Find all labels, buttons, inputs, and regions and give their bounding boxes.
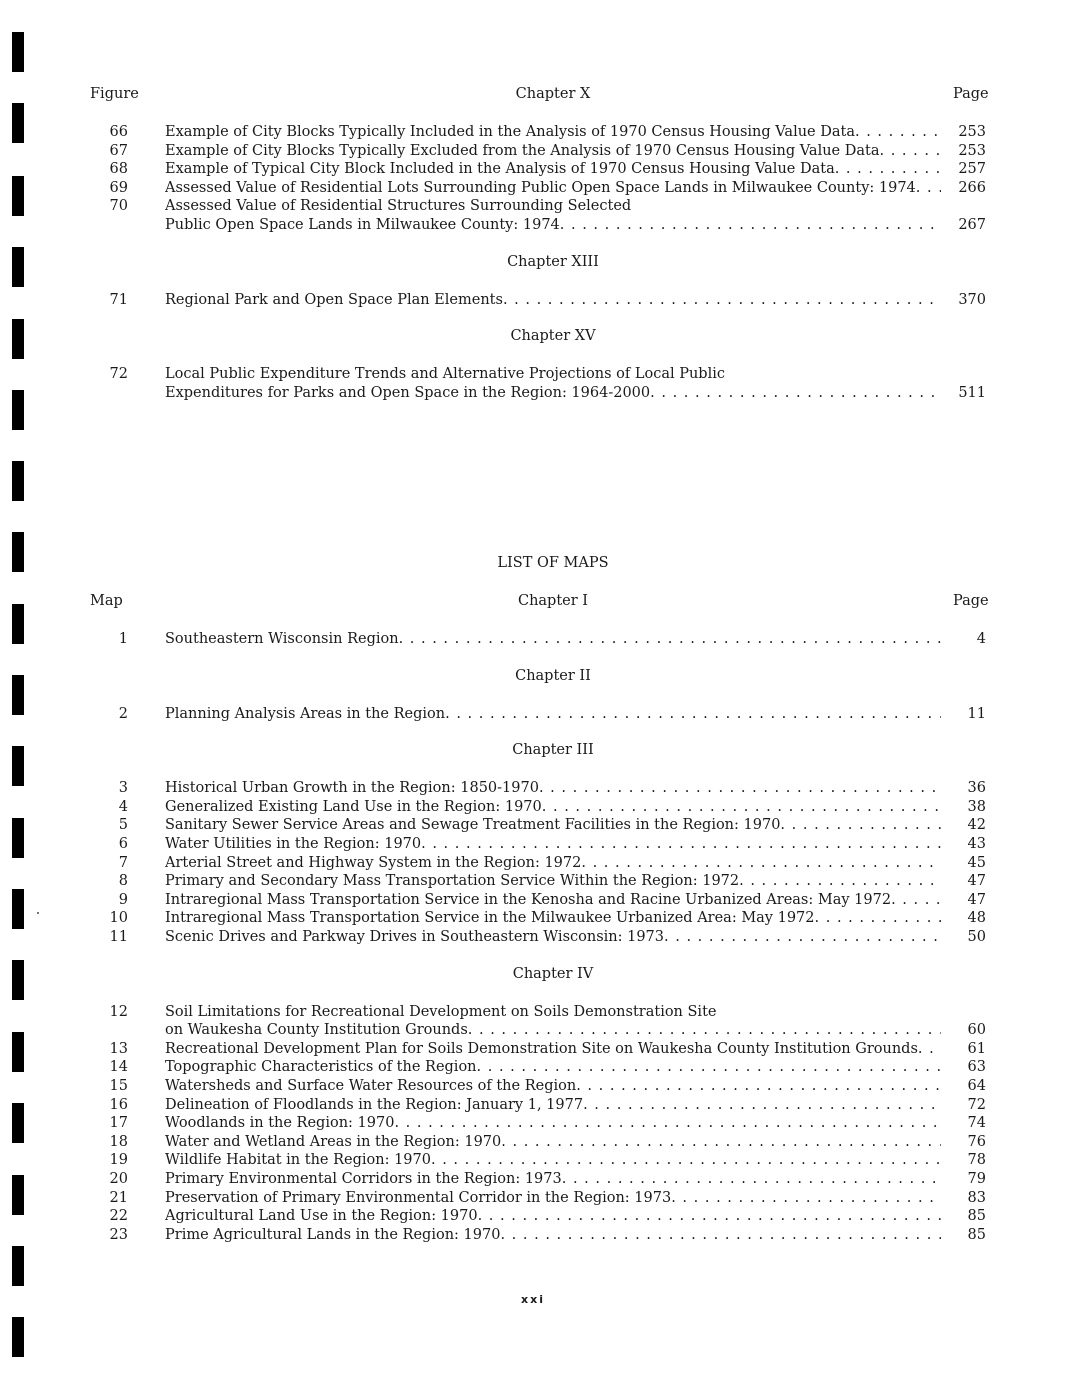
entry-title: [165, 1133, 941, 1151]
entry-title-text: Example of City Blocks Typically Included in the Analysis of 1970 Census Housing Value Data: [165, 124, 855, 140]
toc-entry-line: [88, 1021, 990, 1039]
entry-title: [165, 1189, 941, 1207]
entry-title: [165, 1021, 941, 1039]
toc-entry-line: [88, 365, 990, 383]
entry-title-text: Prime Agricultural Lands in the Region: 1970: [165, 1226, 501, 1243]
entry-number: 18: [109, 1133, 128, 1150]
binding-mark: [12, 532, 24, 572]
entry-title: [165, 197, 941, 215]
toc-entry-line: [88, 123, 990, 141]
entry-title-text: Generalized Existing Land Use in the Region: 1970: [165, 798, 542, 815]
entry-title-text: Water Utilities in the Region: 1970: [165, 836, 422, 852]
entry-title: [165, 1151, 941, 1169]
entry-title-text: Primary and Secondary Mass Transportation Service Within the Region: 1972: [165, 873, 740, 890]
binding-mark: [12, 746, 24, 786]
entry-page: 48: [967, 910, 986, 927]
chapter-heading: Chapter III: [512, 742, 594, 759]
toc-entry-line: [88, 798, 990, 816]
binding-mark: [12, 176, 24, 216]
toc-entry-line: [88, 705, 990, 723]
dot-leader: [421, 835, 941, 853]
binding-mark: [12, 604, 24, 644]
entry-title: [165, 160, 941, 178]
entry-page: 267: [958, 217, 986, 233]
dot-leader: [739, 872, 941, 890]
entry-number: 67: [109, 142, 128, 159]
binding-mark: [12, 103, 24, 143]
entry-page: 4: [976, 631, 986, 647]
entry-title: [165, 365, 941, 383]
entry-title-text: Delineation of Floodlands in the Region: January 1, 1977: [165, 1096, 584, 1113]
entry-title: [165, 291, 941, 309]
entry-title: [165, 909, 941, 927]
entry-page: 266: [958, 179, 986, 196]
entry-number: 17: [109, 1115, 128, 1132]
dot-leader: [431, 1151, 941, 1169]
entry-number: 16: [109, 1096, 128, 1113]
dot-leader: [576, 1077, 941, 1095]
entry-title: [165, 142, 941, 160]
entry-title: [165, 123, 941, 141]
entry-number: 2: [118, 705, 128, 722]
entry-title-text: Primary Environmental Corridors in the Region: 1973: [165, 1171, 562, 1187]
chapter-heading: Chapter II: [515, 667, 591, 684]
entry-number: 7: [118, 854, 128, 871]
toc-entry-line: [88, 891, 990, 909]
entry-number: 9: [118, 891, 128, 908]
binding-mark: [12, 319, 24, 359]
dot-leader: [664, 928, 941, 946]
entry-title: [165, 630, 941, 648]
entry-title: [165, 179, 941, 197]
entry-page: 83: [967, 1189, 986, 1206]
entry-title: [165, 1207, 941, 1225]
entry-number: 11: [109, 929, 128, 945]
dot-leader: [562, 1170, 941, 1188]
entry-page: 60: [967, 1022, 986, 1039]
entry-title-text: Intraregional Mass Transportation Service in the Milwaukee Urbanized Area: May 1972: [165, 910, 815, 927]
entry-title-text: Southeastern Wisconsin Region: [165, 631, 399, 647]
entry-title: [165, 891, 941, 909]
entry-number: 66: [109, 124, 128, 140]
entry-number: 69: [109, 179, 128, 196]
entry-page: 76: [967, 1133, 986, 1150]
dot-leader: [399, 630, 941, 648]
binding-mark: [12, 1175, 24, 1215]
dot-leader: [583, 1096, 941, 1114]
entry-title-text: Scenic Drives and Parkway Drives in Southeastern Wisconsin: 1973: [165, 929, 665, 945]
entry-number: 14: [109, 1059, 128, 1076]
entry-page: 43: [967, 836, 986, 852]
entry-number: 70: [109, 198, 128, 215]
toc-entry-line: [88, 816, 990, 834]
entry-title-text: on Waukesha County Institution Grounds: [165, 1022, 468, 1039]
entry-number: 19: [109, 1152, 128, 1169]
entry-page: 72: [967, 1096, 986, 1113]
toc-entry-line: [88, 1114, 990, 1132]
entry-page: 47: [967, 891, 986, 908]
chapter-heading: Chapter XIII: [507, 253, 599, 270]
entry-number: 10: [109, 910, 128, 927]
toc-entry-line: [88, 854, 990, 872]
entry-number: 1: [118, 631, 128, 647]
toc-entry-line: [88, 630, 990, 648]
dot-leader: [542, 798, 941, 816]
entry-title-text: Soil Limitations for Recreational Development on Soils Demonstration Site: [165, 1003, 717, 1020]
entry-number: 13: [109, 1040, 128, 1057]
entry-title-text: Historical Urban Growth in the Region: 1850-1970: [165, 780, 539, 797]
entry-title: [165, 1096, 941, 1114]
toc-entry-line: [88, 1151, 990, 1169]
entry-title-text: Wildlife Habitat in the Region: 1970: [165, 1152, 431, 1169]
dot-leader: [503, 291, 941, 309]
dot-leader: [650, 384, 941, 402]
entry-page: 79: [967, 1171, 986, 1187]
toc-entry-line: [88, 197, 990, 215]
dot-leader: [560, 216, 941, 234]
entry-title-text: Topographic Characteristics of the Region: [165, 1059, 477, 1076]
entry-page: 511: [958, 384, 986, 401]
entry-page: 253: [958, 142, 986, 159]
entry-title-text: Agricultural Land Use in the Region: 1970: [165, 1208, 478, 1225]
column-header-page: Page: [953, 593, 989, 609]
toc-entry-line: [88, 1170, 990, 1188]
entry-title-text: Example of Typical City Block Included in the Analysis of 1970 Census Housing Value Data: [165, 161, 835, 178]
entry-title: [165, 928, 941, 946]
entry-title: [165, 835, 941, 853]
entry-number: 12: [109, 1003, 128, 1020]
entry-title: [165, 1077, 941, 1095]
dot-leader: [581, 854, 941, 872]
entry-title-text: Sanitary Sewer Service Areas and Sewage Treatment Facilities in the Region: 1970: [165, 817, 781, 834]
entry-number: 72: [109, 366, 128, 383]
toc-entry-line: [88, 779, 990, 797]
entry-page: 257: [958, 161, 986, 178]
entry-page: 36: [967, 780, 986, 797]
toc-entry-line: [88, 1226, 990, 1244]
dot-leader: [468, 1021, 941, 1039]
entry-title-text: Assessed Value of Residential Lots Surrounding Public Open Space Lands in Milwaukee County: 1974: [165, 179, 916, 196]
binding-mark: [12, 1032, 24, 1072]
entry-number: 68: [109, 161, 128, 178]
chapter-heading: Chapter XV: [510, 328, 596, 345]
entry-number: 23: [109, 1226, 128, 1243]
entry-title-text: Watersheds and Surface Water Resources of the Region: [165, 1078, 577, 1094]
dot-leader: [477, 1058, 941, 1076]
entry-page: 64: [967, 1078, 986, 1094]
entry-page: 42: [967, 817, 986, 834]
binding-mark: [12, 1246, 24, 1286]
scan-speck: [37, 912, 39, 914]
entry-title: [165, 1058, 941, 1076]
entry-title-text: Planning Analysis Areas in the Region: [165, 705, 446, 722]
toc-entry-line: [88, 1207, 990, 1225]
column-header-page: Page: [953, 86, 989, 102]
binding-mark: [12, 818, 24, 858]
binding-mark: [12, 390, 24, 430]
binding-mark: [12, 461, 24, 501]
toc-entry-line: [88, 872, 990, 890]
entry-title-text: Assessed Value of Residential Structures Surrounding Selected: [165, 198, 632, 215]
toc-entry-line: [88, 1077, 990, 1095]
entry-page: 78: [967, 1152, 986, 1169]
entry-number: 71: [109, 291, 128, 308]
binding-mark: [12, 675, 24, 715]
entry-title-text: Intraregional Mass Transportation Service in the Kenosha and Racine Urbanized Areas: May 1972: [165, 891, 892, 908]
dot-leader: [501, 1133, 941, 1151]
dot-leader: [478, 1207, 941, 1225]
entry-title-text: Preservation of Primary Environmental Corridor in the Region: 1973: [165, 1189, 672, 1206]
entry-page: 61: [967, 1040, 986, 1057]
toc-entry-line: [88, 216, 990, 234]
entry-number: 22: [109, 1208, 128, 1225]
entry-page: 370: [958, 291, 986, 308]
entry-number: 3: [118, 780, 128, 797]
binding-mark: [12, 247, 24, 287]
column-header-figure: Figure: [90, 86, 139, 102]
entry-title-text: Water and Wetland Areas in the Region: 1970: [165, 1133, 502, 1150]
toc-entry-line: [88, 291, 990, 309]
toc-entry-line: [88, 384, 990, 402]
dot-leader: [891, 891, 941, 909]
column-header-map: Map: [90, 593, 123, 609]
chapter-heading: Chapter I: [517, 593, 589, 609]
toc-entry-line: [88, 835, 990, 853]
toc-entry-line: [88, 928, 990, 946]
toc-entry-line: [88, 1096, 990, 1114]
dot-leader: [445, 705, 941, 723]
entry-title: [165, 816, 941, 834]
toc-entry-line: [88, 1189, 990, 1207]
entry-title-text: Local Public Expenditure Trends and Alternative Projections of Local Public: [165, 366, 725, 383]
entry-page: 38: [967, 798, 986, 815]
binding-mark: [12, 32, 24, 72]
entry-title: [165, 1040, 941, 1058]
toc-entry-line: [88, 1133, 990, 1151]
entry-page: 50: [967, 929, 986, 945]
entry-title: [165, 384, 941, 402]
entry-number: 21: [109, 1189, 128, 1206]
entry-page: 63: [967, 1059, 986, 1076]
entry-title: [165, 779, 941, 797]
entry-number: 5: [118, 817, 128, 834]
entry-number: 4: [118, 798, 128, 815]
entry-title-text: Woodlands in the Region: 1970: [165, 1115, 395, 1132]
dot-leader: [855, 123, 941, 141]
entry-title: [165, 1114, 941, 1132]
entry-page: 47: [967, 873, 986, 890]
entry-title-text: Example of City Blocks Typically Excluded from the Analysis of 1970 Census Housing Value Data: [165, 142, 880, 159]
page-number: xxi: [521, 1293, 545, 1306]
entry-title: [165, 216, 941, 234]
dot-leader: [879, 142, 941, 160]
dot-leader: [539, 779, 941, 797]
entry-title: [165, 798, 941, 816]
entry-number: 15: [109, 1078, 128, 1094]
toc-entry-line: [88, 909, 990, 927]
entry-title: [165, 854, 941, 872]
entry-page: 11: [967, 705, 986, 722]
entry-page: 45: [967, 854, 986, 871]
entry-title-text: Recreational Development Plan for Soils Demonstration Site on Waukesha County Institution Grounds: [165, 1040, 918, 1057]
dot-leader: [780, 816, 941, 834]
entry-page: 85: [967, 1208, 986, 1225]
dot-leader: [835, 160, 941, 178]
toc-entry-line: [88, 1040, 990, 1058]
entry-page: 85: [967, 1226, 986, 1243]
toc-entry-line: [88, 160, 990, 178]
entry-number: 6: [118, 836, 128, 852]
entry-title: [165, 1003, 941, 1021]
dot-leader: [815, 909, 941, 927]
entry-title-text: Public Open Space Lands in Milwaukee County: 1974: [165, 217, 560, 233]
entry-page: 74: [967, 1115, 986, 1132]
entry-title: [165, 872, 941, 890]
entry-title: [165, 705, 941, 723]
dot-leader: [671, 1189, 941, 1207]
entry-number: 20: [109, 1171, 128, 1187]
toc-entry-line: [88, 1003, 990, 1021]
binding-mark: [12, 889, 24, 929]
toc-entry-line: [88, 142, 990, 160]
entry-title: [165, 1226, 941, 1244]
entry-title-text: Expenditures for Parks and Open Space in the Region: 1964-2000: [165, 384, 651, 401]
chapter-heading: Chapter IV: [512, 965, 594, 982]
binding-mark: [12, 1317, 24, 1357]
entry-title: [165, 1170, 941, 1188]
chapter-heading: Chapter X: [515, 86, 591, 102]
entry-title-text: Regional Park and Open Space Plan Elements: [165, 291, 503, 308]
toc-entry-line: [88, 179, 990, 197]
entry-number: 8: [118, 873, 128, 890]
dot-leader: [500, 1226, 941, 1244]
dot-leader: [394, 1114, 941, 1132]
binding-mark: [12, 1103, 24, 1143]
toc-entry-line: [88, 1058, 990, 1076]
binding-mark: [12, 960, 24, 1000]
entry-page: 253: [958, 124, 986, 140]
entry-title-text: Arterial Street and Highway System in the Region: 1972: [165, 854, 582, 871]
section-heading: LIST OF MAPS: [497, 555, 609, 571]
